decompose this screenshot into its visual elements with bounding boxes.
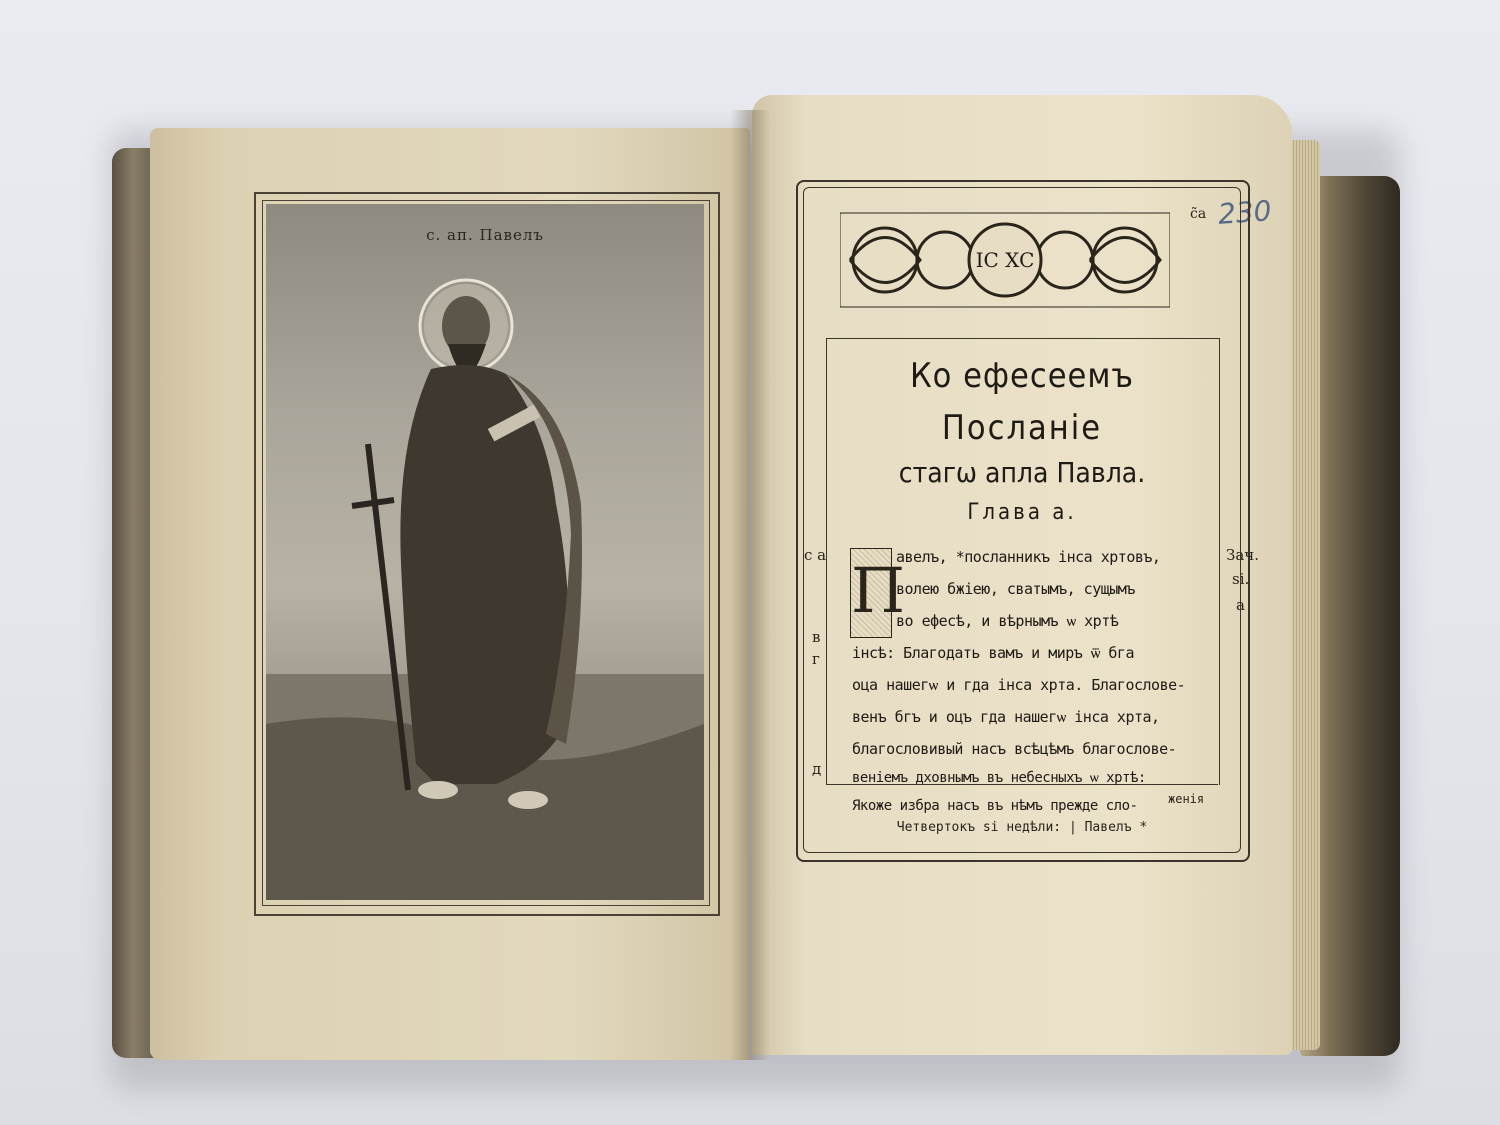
body-line: авелъ, *посланникъ інса хртовъ, [896, 548, 1161, 566]
headpiece-monogram: IC XC [975, 248, 1035, 272]
catchword: женія [1168, 792, 1205, 806]
epistle-title-line-2: Посланіе [941, 408, 1103, 448]
epistle-title-line-3: стагѡ апла Павла. [898, 456, 1146, 489]
margin-reading-number: а [1236, 596, 1245, 614]
body-line: інсѣ: Благодать вамъ и миръ ѿ бга [852, 644, 1134, 662]
body-line: веніемъ дховнымъ въ небесныхъ ѡ хртѣ: [852, 770, 1146, 786]
margin-verse-number: д [812, 760, 822, 778]
signature-mark: с̃а [1190, 206, 1207, 222]
book-gutter [730, 110, 770, 1060]
chapter-heading: Глава а. [967, 500, 1077, 525]
body-line: волею бжіею, сватымъ, сущымъ [896, 580, 1135, 598]
saint-figure-illustration [266, 204, 704, 900]
drop-cap: П [850, 548, 892, 638]
reading-footer: Четвертокъ ѕі недѣли: | Павелъ * [896, 820, 1148, 835]
saint-paul-engraving [266, 204, 704, 900]
epistle-title-line-1: Ко ефесеемъ [909, 356, 1135, 396]
margin-verse-number: в [812, 628, 821, 646]
body-line: во ефесѣ, и вѣрнымъ ѡ хртѣ [896, 612, 1119, 630]
margin-verse-number: г [812, 650, 820, 668]
body-line: благословивый насъ всѣцѣмъ благослове- [852, 740, 1177, 758]
pencil-page-number: 230 [1216, 194, 1273, 231]
margin-reading-label: Зач. [1226, 546, 1259, 564]
plate-caption: с. ап. Павелъ [426, 226, 544, 244]
body-line: оца нашегѡ и гда інса хрта. Благослове- [852, 676, 1186, 694]
body-line: Якоже избра насъ въ нѣмъ прежде сло- [852, 798, 1138, 814]
headpiece-ornament-icon [840, 205, 1170, 315]
body-line: венъ бгъ и оцъ гда нашегѡ інса хрта, [852, 708, 1160, 726]
margin-reading-number: ѕі. [1232, 570, 1250, 588]
margin-verse-number: с а [804, 546, 827, 564]
ornamental-headpiece [840, 205, 1170, 315]
